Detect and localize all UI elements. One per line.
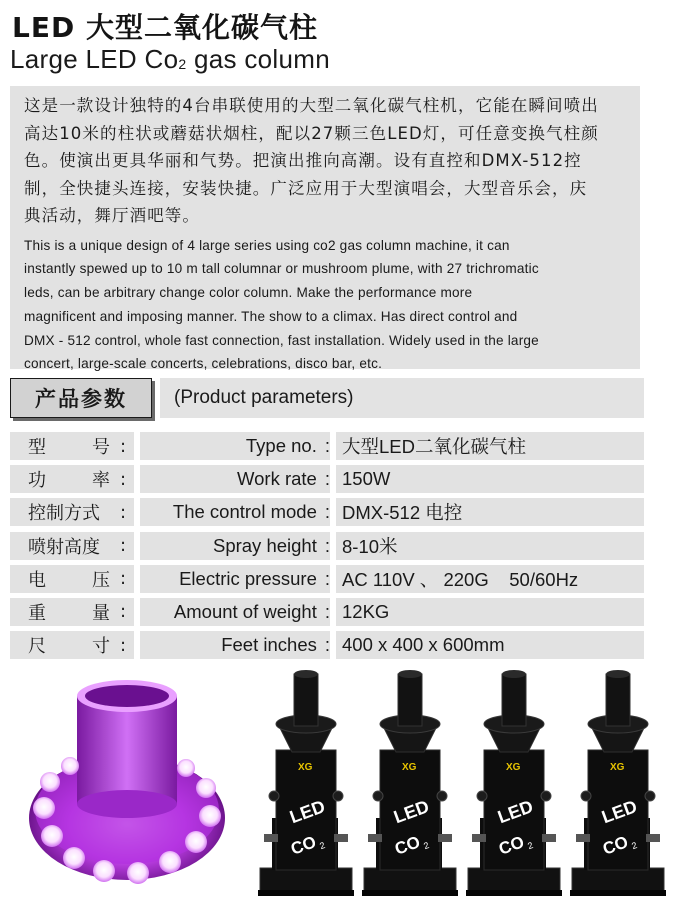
- description-cn-line: 色。使演出更具华丽和气势。把演出推向高潮。设有直控和DMX-512控: [24, 151, 582, 170]
- spec-label-en: [140, 498, 330, 526]
- led-label: LED: [287, 796, 328, 828]
- co2-machine: [258, 670, 354, 896]
- spec-label-cn-part: 率: [92, 470, 110, 492]
- spec-label-cn-text: [28, 466, 110, 492]
- spec-label-cn: [10, 532, 134, 560]
- description-cn-line: 高达10米的柱状或蘑菇状烟柱，配以27颗三色LED灯，可任意变换气柱颜: [24, 123, 599, 143]
- spec-colon: :: [324, 534, 330, 556]
- spec-row: [10, 430, 644, 463]
- co-label: CO: [288, 832, 319, 859]
- spec-value: 大型LED二氧化碳气柱: [336, 432, 644, 460]
- spec-label-cn-part: 型: [28, 437, 46, 458]
- spec-row: [10, 596, 644, 629]
- brand-label: XG: [506, 762, 521, 773]
- spec-label-cn: [10, 498, 134, 526]
- description-en-line: concert, large-scale concerts, celebrations, disco bar, etc.: [24, 356, 383, 372]
- spec-colon: :: [120, 568, 127, 590]
- led-label: LED: [599, 796, 640, 828]
- spec-label-cn-part: 尺: [28, 636, 46, 658]
- spec-label-en-text: The control mode: [172, 501, 317, 523]
- spec-label-en-text: Spray height: [212, 534, 317, 556]
- co-subscript: 2: [526, 839, 535, 852]
- description-cn-line: 典活动，舞厅酒吧等。: [24, 206, 200, 225]
- spec-value: 400 x 400 x 600mm: [336, 631, 644, 659]
- spec-label-en-text: Work rate: [237, 468, 317, 490]
- spec-colon: :: [120, 435, 127, 457]
- spec-colon: :: [324, 435, 330, 456]
- spec-colon: :: [324, 567, 330, 589]
- description-en-line: This is a unique design of 4 large series using co2 gas column machine, it can: [24, 237, 510, 253]
- spec-label-cn: [10, 432, 134, 460]
- spec-colon: :: [324, 634, 330, 656]
- spec-label-cn: [10, 631, 134, 659]
- spec-label-cn-part: 电: [28, 569, 46, 591]
- spec-colon: :: [120, 501, 127, 523]
- spec-label-cn-part: 喷射高度: [28, 536, 100, 558]
- spec-label-en: [140, 598, 330, 626]
- title-en-tail: gas column: [186, 44, 330, 74]
- spec-colon: :: [120, 468, 127, 490]
- co2-machine: [466, 670, 562, 896]
- brand-label: XG: [298, 762, 313, 773]
- spec-row: [10, 629, 644, 662]
- spec-label-en: [140, 465, 330, 493]
- description-panel: [10, 86, 640, 372]
- spec-label-en-text: Amount of weight: [173, 600, 317, 622]
- brand-label: XG: [402, 762, 417, 773]
- title-en-subscript: 2: [178, 56, 187, 72]
- description-cn-line: 制，全快捷头连接，安装快捷。广泛应用于大型演唱会，大型音乐会，庆: [24, 178, 588, 198]
- spec-label-cn: [10, 565, 134, 593]
- params-heading-cn: 产品参数: [10, 378, 152, 418]
- spec-colon: :: [324, 468, 330, 490]
- description-en-line: instantly spewed up to 10 m tall columnar or mushroom plume, with 27 trichromatic: [24, 261, 539, 277]
- spec-value: 150W: [336, 465, 644, 493]
- spec-row: [10, 496, 644, 529]
- description-en-line: magnificent and imposing manner. The show to a climax. Has direct control and: [24, 308, 518, 324]
- co-subscript: 2: [318, 839, 327, 852]
- spec-label-cn-part: 量: [92, 602, 110, 624]
- led-ring-photo: [22, 678, 232, 888]
- spec-value: 12KG: [336, 598, 644, 626]
- spec-label-en: [140, 532, 330, 560]
- params-heading-en: (Product parameters): [160, 378, 644, 418]
- spec-label-cn-part: 重: [28, 602, 46, 624]
- spec-table: [10, 430, 644, 662]
- page-title-en: [10, 44, 330, 75]
- description-en: [24, 234, 630, 377]
- spec-label-cn-text: [28, 433, 110, 459]
- co-subscript: 2: [630, 839, 639, 852]
- spec-label-en: [140, 432, 330, 460]
- spec-value: 8-10米: [336, 532, 644, 560]
- description-en-line: leds, can be arbitrary change color column. Make the performance more: [24, 285, 473, 301]
- description-en-line: DMX - 512 control, whole fast connection, fast installation. Widely used in the large: [24, 332, 539, 348]
- spec-label-cn-part: 寸: [92, 636, 110, 658]
- spec-label-cn-part: 号: [92, 437, 110, 458]
- spec-colon: :: [120, 634, 127, 656]
- spec-label-cn-text: [28, 499, 110, 525]
- spec-label-cn-part: 控制方式: [28, 503, 100, 525]
- spec-colon: :: [120, 535, 127, 557]
- spec-row: [10, 563, 644, 596]
- spec-value: DMX-512 电控: [336, 498, 644, 526]
- spec-row: [10, 530, 644, 563]
- description-cn: [24, 92, 630, 230]
- description-cn-line: 这是一款设计独特的4台串联使用的大型二氧化碳气柱机，它能在瞬间喷出: [24, 96, 599, 115]
- spec-label-cn: [10, 465, 134, 493]
- spec-colon: :: [324, 600, 330, 622]
- spec-colon: :: [120, 601, 127, 623]
- spec-label-cn-text: [28, 599, 110, 625]
- co-label: CO: [496, 832, 527, 859]
- spec-label-cn-text: [28, 632, 110, 658]
- spec-value: AC 110V 、 220G 50/60Hz: [336, 565, 644, 593]
- spec-label-en-text: Electric pressure: [179, 567, 317, 589]
- spec-label-cn-text: [28, 533, 110, 559]
- title-en-main: Large LED Co: [10, 44, 179, 74]
- co-label: CO: [600, 832, 631, 859]
- spec-label-en-text: Feet inches: [221, 634, 317, 656]
- co2-machine: [362, 670, 458, 896]
- spec-label-cn-part: 功: [28, 470, 46, 492]
- spec-label-cn: [10, 598, 134, 626]
- co-label: CO: [392, 832, 423, 859]
- co2-machine: [570, 670, 666, 896]
- spec-label-cn-part: 压: [92, 569, 110, 591]
- co-subscript: 2: [422, 839, 431, 852]
- spec-label-en: [140, 565, 330, 593]
- spec-colon: :: [324, 501, 330, 523]
- page-title-cn: LED 大型二氧化碳气柱: [12, 11, 318, 44]
- spec-label-en: [140, 631, 330, 659]
- brand-label: XG: [610, 762, 625, 773]
- spec-label-cn-text: [28, 566, 110, 592]
- spec-row: [10, 463, 644, 496]
- spec-label-en-text: Type no.: [245, 435, 317, 456]
- co2-machines-photo: [258, 668, 670, 900]
- led-label: LED: [495, 796, 536, 828]
- led-label: LED: [391, 796, 432, 828]
